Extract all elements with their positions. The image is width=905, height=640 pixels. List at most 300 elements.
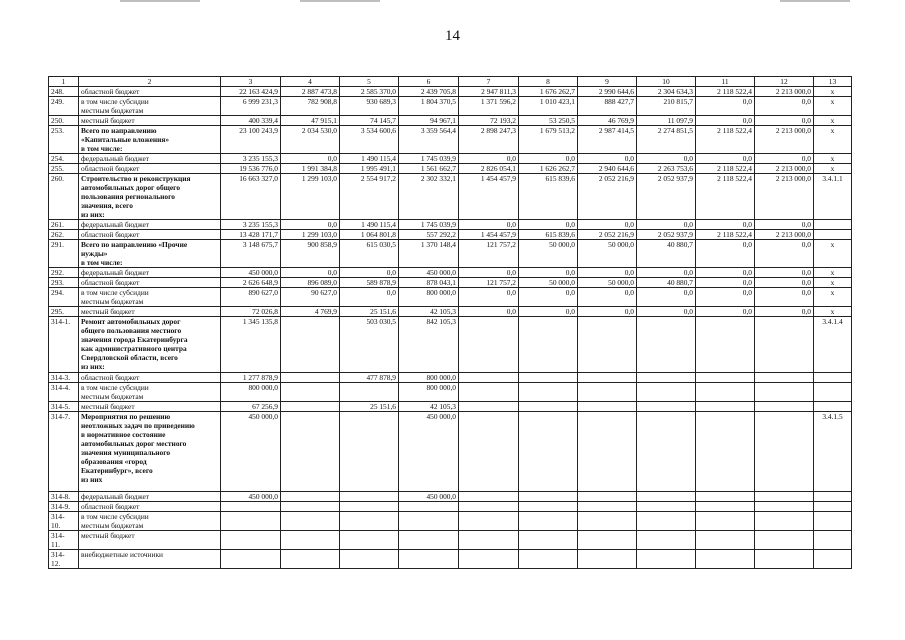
amount-cell: 0,0 [519,268,578,278]
amount-cell [755,492,814,502]
target-indicator-cell: 3.4.1.4 [814,317,852,373]
row-number: 314-3. [49,373,79,383]
amount-cell: 72 193,2 [459,116,519,126]
amount-cell: 0,0 [637,288,696,307]
amount-cell: 1 745 039,9 [399,220,459,230]
amount-cell [696,402,755,412]
row-name: федеральный бюджет [79,492,221,502]
row-name: федеральный бюджет [79,220,221,230]
row-name: областной бюджет [79,164,221,174]
amount-cell: 40 880,7 [637,278,696,288]
amount-cell [399,550,459,569]
amount-cell [519,412,578,492]
target-indicator-cell: x [814,268,852,278]
amount-cell [340,512,399,531]
amount-cell: 72 026,8 [221,307,281,317]
row-name: в том числе субсидии местным бюджетам [79,288,221,307]
amount-cell: 0,0 [696,278,755,288]
amount-cell: 2 626 648,9 [221,278,281,288]
amount-cell: 1 679 513,2 [519,126,578,154]
amount-cell: 896 089,0 [281,278,340,288]
amount-cell [696,512,755,531]
amount-cell: 2 118 522,4 [696,174,755,220]
amount-cell: 121 757,2 [459,278,519,288]
amount-cell: 2 898 247,3 [459,126,519,154]
page-number: 14 [445,28,460,44]
amount-cell: 1 064 801,8 [340,230,399,240]
amount-cell: 2 213 000,0 [755,164,814,174]
row-name: областной бюджет [79,278,221,288]
row-name: в том числе субсидии местным бюджетам [79,97,221,116]
amount-cell: 0,0 [459,268,519,278]
amount-cell [755,373,814,383]
row-number: 248. [49,87,79,97]
amount-cell [696,550,755,569]
amount-cell: 1 299 103,0 [281,174,340,220]
amount-cell [519,402,578,412]
amount-cell: 50 000,0 [578,240,637,268]
amount-cell [755,550,814,569]
amount-cell: 900 858,9 [281,240,340,268]
row-name: областной бюджет [79,502,221,512]
amount-cell: 2 987 414,5 [578,126,637,154]
amount-cell: 42 105,3 [399,402,459,412]
amount-cell: 0,0 [696,268,755,278]
target-indicator-cell [814,492,852,502]
row-name: Всего по направлению «Прочие нужды» в том числе: [79,240,221,268]
amount-cell: 11 097,9 [637,116,696,126]
amount-cell [519,502,578,512]
target-indicator-cell [814,220,852,230]
table-body [49,77,852,569]
amount-cell [399,531,459,550]
row-number: 314- 10. [49,512,79,531]
row-name: внебюджетные источники [79,550,221,569]
amount-cell: 450 000,0 [221,268,281,278]
amount-cell: 6 999 231,3 [221,97,281,116]
amount-cell: 450 000,0 [399,492,459,502]
amount-cell: 0,0 [340,288,399,307]
amount-cell: 0,0 [459,288,519,307]
amount-cell: 615 030,5 [340,240,399,268]
amount-cell: 782 908,8 [281,97,340,116]
amount-cell [696,317,755,373]
amount-cell [755,317,814,373]
amount-cell [755,502,814,512]
amount-cell: 2 052 216,9 [578,230,637,240]
amount-cell [578,502,637,512]
target-indicator-cell: 3.4.1.1 [814,174,852,220]
table-row [49,373,852,383]
amount-cell: 0,0 [637,220,696,230]
amount-cell [696,412,755,492]
amount-cell: 800 000,0 [399,288,459,307]
amount-cell [696,492,755,502]
amount-cell: 46 769,9 [578,116,637,126]
amount-cell: 1 745 039,9 [399,154,459,164]
amount-cell: 2 118 522,4 [696,230,755,240]
amount-cell [519,317,578,373]
amount-cell [281,512,340,531]
amount-cell [637,502,696,512]
amount-cell: 1 804 370,5 [399,97,459,116]
amount-cell [637,531,696,550]
column-number: 3 [221,77,281,87]
row-name: Строительство и реконструкция автомобильных дорог общего пользования регионального значения, всего из них: [79,174,221,220]
amount-cell: 800 000,0 [221,383,281,402]
target-indicator-cell: x [814,240,852,268]
amount-cell [519,531,578,550]
amount-cell [637,383,696,402]
amount-cell [696,502,755,512]
target-indicator-cell [814,531,852,550]
amount-cell: 0,0 [519,288,578,307]
amount-cell [519,492,578,502]
amount-cell: 589 878,9 [340,278,399,288]
amount-cell: 1 371 596,2 [459,97,519,116]
amount-cell [637,512,696,531]
table-row [49,174,852,220]
amount-cell [459,512,519,531]
amount-cell [221,512,281,531]
amount-cell: 450 000,0 [221,412,281,492]
row-number: 254. [49,154,79,164]
amount-cell: 22 163 424,9 [221,87,281,97]
amount-cell: 2 554 917,2 [340,174,399,220]
amount-cell [221,550,281,569]
amount-cell: 2 887 473,8 [281,87,340,97]
amount-cell: 0,0 [696,154,755,164]
amount-cell [519,550,578,569]
row-number: 249. [49,97,79,116]
column-number: 13 [814,77,852,87]
amount-cell [281,531,340,550]
amount-cell: 2 274 851,5 [637,126,696,154]
amount-cell [519,383,578,402]
amount-cell: 888 427,7 [578,97,637,116]
target-indicator-cell: x [814,97,852,116]
amount-cell [459,402,519,412]
row-name: Мероприятия по решению неотложных задач по приведению в нормативное состояние автомобильных дорог местного значения муниципального образования «город Екатеринбург», всего из них [79,412,221,492]
table-row [49,97,852,116]
amount-cell [459,383,519,402]
target-indicator-cell: x [814,288,852,307]
amount-cell: 50 000,0 [519,278,578,288]
table-row [49,278,852,288]
amount-cell [637,550,696,569]
amount-cell [519,512,578,531]
amount-cell: 3 235 155,3 [221,220,281,230]
amount-cell: 2 947 811,3 [459,87,519,97]
amount-cell [340,412,399,492]
row-number: 314-8. [49,492,79,502]
amount-cell: 2 990 644,6 [578,87,637,97]
target-indicator-cell: x [814,307,852,317]
row-number: 292. [49,268,79,278]
amount-cell [755,531,814,550]
column-number: 11 [696,77,755,87]
amount-cell [578,383,637,402]
table-row [49,288,852,307]
row-number: 314-4. [49,383,79,402]
amount-cell [281,373,340,383]
amount-cell [399,512,459,531]
amount-cell: 25 151,6 [340,402,399,412]
amount-cell [578,412,637,492]
amount-cell: 0,0 [519,307,578,317]
amount-cell [340,502,399,512]
amount-cell: 450 000,0 [399,268,459,278]
row-number: 295. [49,307,79,317]
table-row [49,116,852,126]
table-row [49,531,852,550]
amount-cell: 25 151,6 [340,307,399,317]
amount-cell [578,402,637,412]
amount-cell: 13 428 171,7 [221,230,281,240]
amount-cell: 2 213 000,0 [755,230,814,240]
column-number: 4 [281,77,340,87]
amount-cell [459,373,519,383]
amount-cell: 0,0 [340,268,399,278]
amount-cell [281,412,340,492]
amount-cell: 1 490 115,4 [340,154,399,164]
amount-cell: 42 105,3 [399,307,459,317]
amount-cell: 2 213 000,0 [755,174,814,220]
column-number: 1 [49,77,79,87]
amount-cell: 0,0 [459,154,519,164]
amount-cell [755,402,814,412]
amount-cell: 1 995 491,1 [340,164,399,174]
amount-cell [637,373,696,383]
amount-cell: 1 626 262,7 [519,164,578,174]
row-number: 262. [49,230,79,240]
row-number: 314-9. [49,502,79,512]
amount-cell: 0,0 [755,240,814,268]
amount-cell: 40 880,7 [637,240,696,268]
budget-table [48,76,852,569]
row-name: местный бюджет [79,307,221,317]
target-indicator-cell [814,230,852,240]
amount-cell: 0,0 [696,220,755,230]
amount-cell [459,531,519,550]
amount-cell [637,412,696,492]
row-number: 260. [49,174,79,220]
amount-cell: 3 359 564,4 [399,126,459,154]
amount-cell: 0,0 [281,154,340,164]
table-row [49,220,852,230]
amount-cell: 0,0 [578,307,637,317]
amount-cell: 2 826 054,1 [459,164,519,174]
amount-cell [281,550,340,569]
amount-cell: 1 454 457,9 [459,174,519,220]
amount-cell [578,317,637,373]
amount-cell: 23 100 243,9 [221,126,281,154]
amount-cell: 0,0 [755,288,814,307]
amount-cell: 50 000,0 [519,240,578,268]
table-row [49,383,852,402]
amount-cell [281,317,340,373]
amount-cell: 557 292,2 [399,230,459,240]
target-indicator-cell: x [814,278,852,288]
amount-cell [696,373,755,383]
amount-cell: 0,0 [637,307,696,317]
amount-cell: 1 010 423,1 [519,97,578,116]
amount-cell: 930 689,3 [340,97,399,116]
row-name: федеральный бюджет [79,154,221,164]
amount-cell [459,492,519,502]
amount-cell: 0,0 [755,307,814,317]
amount-cell: 2 585 370,0 [340,87,399,97]
amount-cell: 0,0 [755,154,814,164]
row-number: 314- 12. [49,550,79,569]
amount-cell [578,492,637,502]
amount-cell: 800 000,0 [399,383,459,402]
table-row [49,268,852,278]
amount-cell: 0,0 [696,97,755,116]
target-indicator-cell [814,383,852,402]
target-indicator-cell: x [814,154,852,164]
row-name: местный бюджет [79,531,221,550]
amount-cell [399,502,459,512]
amount-cell [637,492,696,502]
row-number: 314-1. [49,317,79,373]
amount-cell: 0,0 [637,268,696,278]
amount-cell: 0,0 [578,220,637,230]
amount-cell: 1 490 115,4 [340,220,399,230]
amount-cell [755,412,814,492]
row-name: федеральный бюджет [79,268,221,278]
target-indicator-cell [814,512,852,531]
target-indicator-cell: x [814,87,852,97]
amount-cell: 2 118 522,4 [696,126,755,154]
amount-cell: 503 030,5 [340,317,399,373]
amount-cell: 842 105,3 [399,317,459,373]
amount-cell [637,317,696,373]
amount-cell: 0,0 [578,268,637,278]
amount-cell [578,531,637,550]
column-number: 7 [459,77,519,87]
amount-cell: 2 034 530,0 [281,126,340,154]
table-row [49,240,852,268]
row-name: Ремонт автомобильных дорог общего пользования местного значения города Екатеринбурга как административного центра Свердловской области, всего из них: [79,317,221,373]
column-number: 6 [399,77,459,87]
amount-cell: 450 000,0 [399,412,459,492]
amount-cell: 1 676 262,7 [519,87,578,97]
amount-cell: 400 339,4 [221,116,281,126]
amount-cell: 2 213 000,0 [755,126,814,154]
amount-cell: 0,0 [281,220,340,230]
amount-cell: 800 000,0 [399,373,459,383]
amount-cell [755,383,814,402]
amount-cell [281,492,340,502]
amount-cell: 0,0 [459,307,519,317]
table-row [49,402,852,412]
amount-cell: 0,0 [519,154,578,164]
amount-cell: 0,0 [696,307,755,317]
amount-cell: 3 235 155,3 [221,154,281,164]
amount-cell: 0,0 [755,220,814,230]
amount-cell: 0,0 [281,268,340,278]
table-row [49,492,852,502]
amount-cell: 2 052 937,9 [637,174,696,220]
column-number: 2 [79,77,221,87]
amount-cell: 2 052 937,9 [637,230,696,240]
amount-cell: 615 839,6 [519,230,578,240]
row-name: областной бюджет [79,87,221,97]
amount-cell: 0,0 [696,116,755,126]
table-row [49,87,852,97]
column-number: 9 [578,77,637,87]
target-indicator-cell [814,550,852,569]
amount-cell: 0,0 [755,116,814,126]
amount-cell: 2 302 332,1 [399,174,459,220]
amount-cell [221,502,281,512]
scan-artifact [120,0,200,2]
amount-cell: 1 345 135,8 [221,317,281,373]
amount-cell [696,531,755,550]
amount-cell: 74 145,7 [340,116,399,126]
row-name: в том числе субсидии местным бюджетам [79,383,221,402]
amount-cell: 121 757,2 [459,240,519,268]
amount-cell: 0,0 [696,288,755,307]
amount-cell [519,373,578,383]
amount-cell: 2 304 634,3 [637,87,696,97]
amount-cell [696,383,755,402]
table-row [49,550,852,569]
row-number: 253. [49,126,79,154]
row-number: 291. [49,240,79,268]
amount-cell: 615 839,6 [519,174,578,220]
amount-cell: 47 915,1 [281,116,340,126]
target-indicator-cell [814,373,852,383]
amount-cell: 1 299 103,0 [281,230,340,240]
column-number: 5 [340,77,399,87]
table-row [49,512,852,531]
table-row [49,412,852,492]
amount-cell [281,502,340,512]
column-number-row [49,77,852,87]
amount-cell: 67 256,9 [221,402,281,412]
row-name: Всего по направлению «Капитальные вложения» в том числе: [79,126,221,154]
column-number: 10 [637,77,696,87]
target-indicator-cell [814,502,852,512]
amount-cell: 2 940 644,6 [578,164,637,174]
amount-cell: 0,0 [755,97,814,116]
row-name: областной бюджет [79,230,221,240]
row-number: 261. [49,220,79,230]
row-number: 314- 11. [49,531,79,550]
amount-cell [755,512,814,531]
amount-cell: 1 370 148,4 [399,240,459,268]
amount-cell: 1 277 878,9 [221,373,281,383]
target-indicator-cell: x [814,164,852,174]
amount-cell [281,402,340,412]
amount-cell: 90 627,0 [281,288,340,307]
amount-cell [578,373,637,383]
amount-cell: 19 536 776,0 [221,164,281,174]
amount-cell: 2 052 216,9 [578,174,637,220]
table-row [49,230,852,240]
amount-cell [281,383,340,402]
amount-cell [578,550,637,569]
row-name: областной бюджет [79,373,221,383]
amount-cell: 2 439 705,8 [399,87,459,97]
row-name: местный бюджет [79,116,221,126]
amount-cell [459,317,519,373]
table-row [49,317,852,373]
table-row [49,154,852,164]
amount-cell: 0,0 [637,154,696,164]
